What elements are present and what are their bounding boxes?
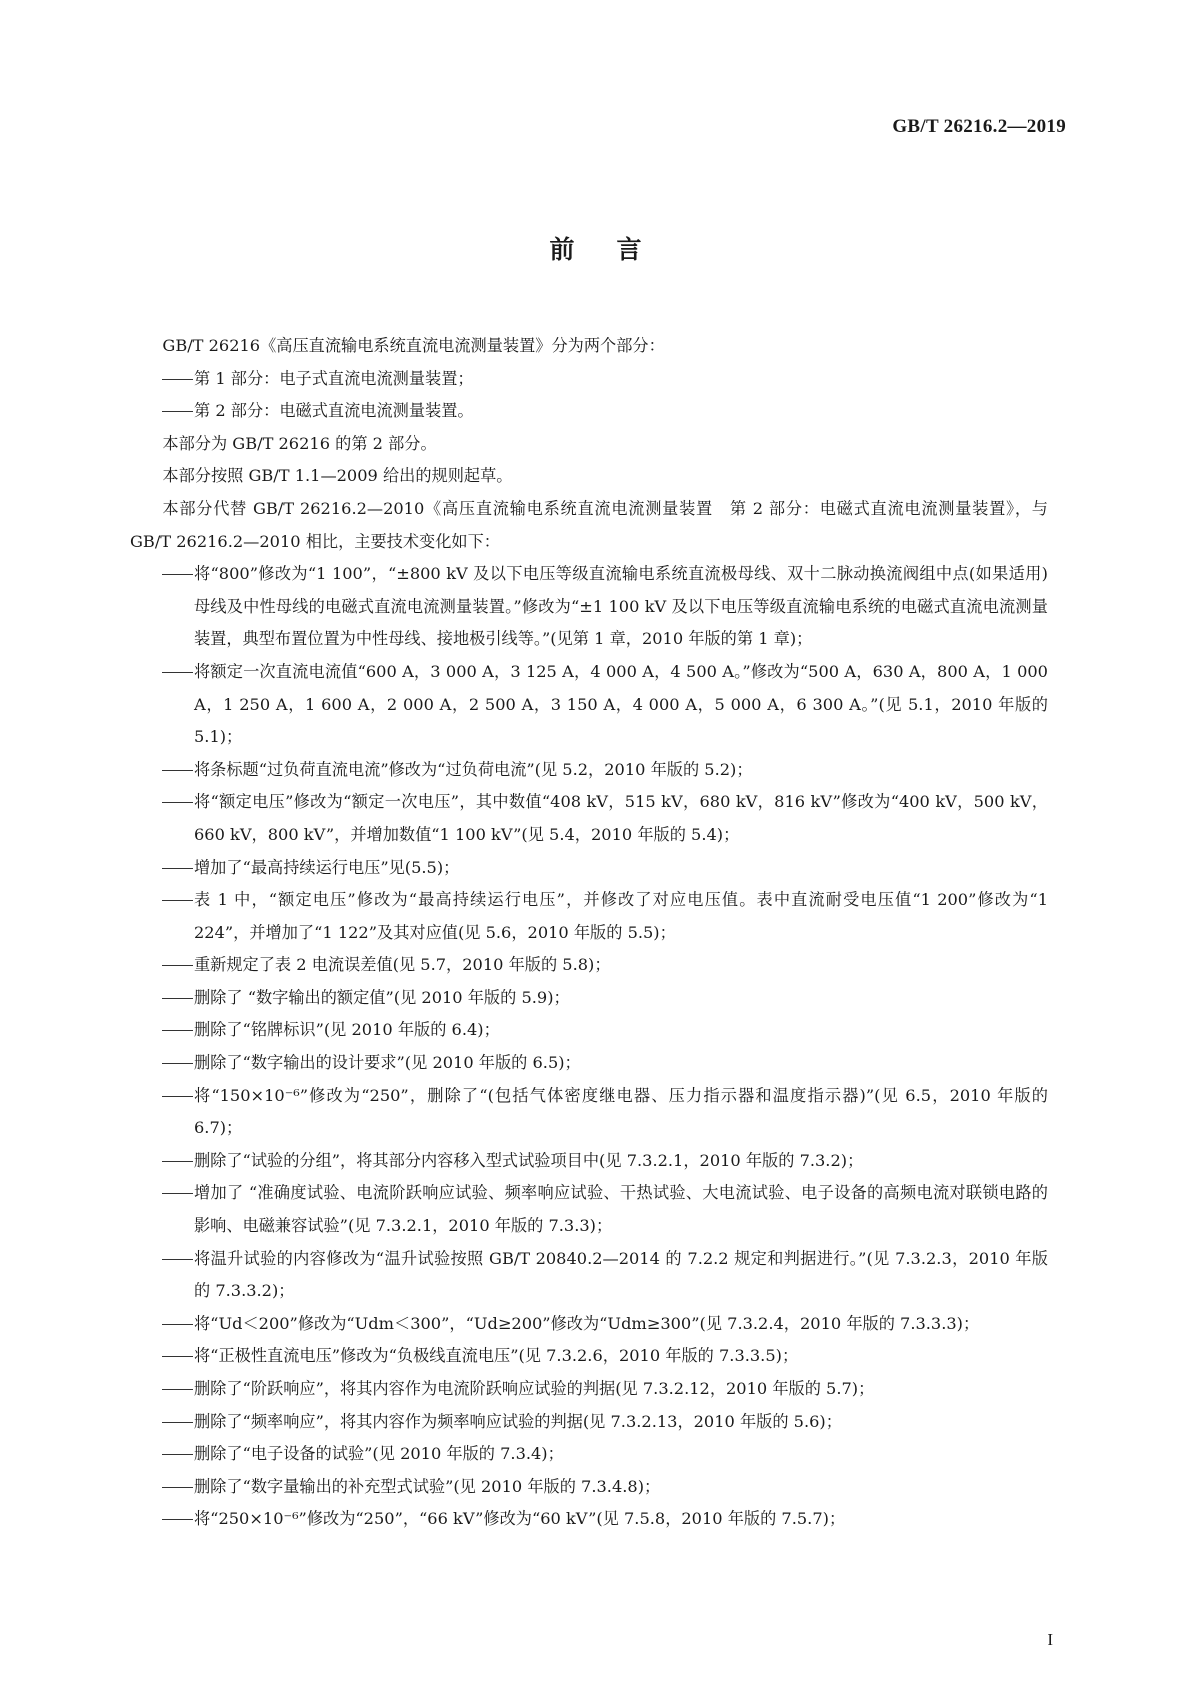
change-item: 删除了“试验的分组”，将其部分内容移入型式试验项目中(见 7.3.2.1，2010 年版的 7.3.2)； <box>194 1150 864 1170</box>
change-item: 将温升试验的内容修改为“温升试验按照 GB/T 20840.2—2014 的 7.2.2 规定和判据进行。”(见 7.3.2.3，2010 年版的 7.3.3.2)； <box>194 1248 1048 1301</box>
part-list-item: 第 2 部分：电磁式直流电流测量装置。 <box>194 401 474 421</box>
change-item: 删除了“铭牌标识”(见 2010 年版的 6.4)； <box>194 1020 500 1040</box>
page-number: I <box>1047 1630 1053 1649</box>
paragraph: 本部分为 GB/T 26216 的第 2 部分。 <box>162 433 437 453</box>
change-item: 将条标题“过负荷直流电流”修改为“过负荷电流”(见 5.2，2010 年版的 5.2)； <box>194 759 753 779</box>
foreword-body <box>130 330 1048 1536</box>
change-item: 增加了 “准确度试验、电流阶跃响应试验、频率响应试验、干热试验、大电流试验、电子设备的高频电流对联锁电路的影响、电磁兼容试验”(见 7.3.2.1，2010 年版的 7.3.3)； <box>194 1183 1048 1236</box>
change-item: 将“正极性直流电压”修改为“负极线直流电压”(见 7.3.2.6，2010 年版的 7.3.3.5)； <box>194 1346 799 1366</box>
change-item: 删除了“频率响应”，将其内容作为频率响应试验的判据(见 7.3.2.13，2010 年版的 5.6)； <box>194 1411 842 1431</box>
standard-code-header: GB/T 26216.2—2019 <box>892 116 1066 137</box>
change-item: 删除了“电子设备的试验”(见 2010 年版的 7.3.4)； <box>194 1444 564 1464</box>
paragraph: 本部分代替 GB/T 26216.2—2010《高压直流输电系统直流电流测量装置 第 2 部分：电磁式直流电流测量装置》，与 GB/T 26216.2—2010 相比，主要技术变化如下： <box>130 498 1048 551</box>
change-item: 增加了“最高持续运行电压”见(5.5)； <box>194 857 460 877</box>
title-char-1: 前 <box>549 235 575 264</box>
part-list-item: 第 1 部分：电子式直流电流测量装置； <box>194 368 474 388</box>
intro-paragraph: GB/T 26216《高压直流输电系统直流电流测量装置》分为两个部分： <box>162 336 665 355</box>
page-title <box>0 230 1191 266</box>
change-item: 将“额定电压”修改为“额定一次电压”，其中数值“408 kV，515 kV，680 kV，816 kV”修改为“400 kV，500 kV，660 kV，800 kV”，并增加数值“1 100 kV”(见 5.4，2010 年版的 5.4)； <box>194 792 1048 844</box>
change-item: 将额定一次直流电流值“600 A，3 000 A，3 125 A，4 000 A，4 500 A。”修改为“500 A，630 A，800 A，1 000 A，1 250 A，1 600 A，2 000 A，2 500 A，3 150 A，4 000 A，5 000 A，6 300 A。”(见 5.1，2010 年版的 5.1)； <box>194 661 1048 747</box>
change-item: 将“250×10⁻⁶”修改为“250”，“66 kV”修改为“60 kV”(见 7.5.8，2010 年版的 7.5.7)； <box>194 1509 846 1529</box>
change-item: 删除了“阶跃响应”，将其内容作为电流阶跃响应试验的判据(见 7.3.2.12，2010 年版的 5.7)； <box>194 1379 875 1398</box>
change-item: 删除了“数字输出的设计要求”(见 2010 年版的 6.5)； <box>194 1053 581 1073</box>
change-item: 重新规定了表 2 电流误差值(见 5.7，2010 年版的 5.8)； <box>194 955 611 975</box>
change-item: 表 1 中，“额定电压”修改为“最高持续运行电压”，并修改了对应电压值。表中直流耐受电压值“1 200”修改为“1 224”，并增加了“1 122”及其对应值(见 5.6，2010 年版的 5.5)； <box>194 890 1048 942</box>
title-char-2: 言 <box>616 235 642 264</box>
change-item: 将“150×10⁻⁶”修改为“250”，删除了“(包括气体密度继电器、压力指示器和温度指示器)”(见 6.5，2010 年版的 6.7)； <box>194 1085 1048 1138</box>
paragraph: 本部分按照 GB/T 1.1—2009 给出的规则起草。 <box>162 466 513 486</box>
change-item: 删除了 “数字输出的额定值”(见 2010 年版的 5.9)； <box>194 987 570 1007</box>
change-item: 将“800”修改为“1 100”，“±800 kV 及以下电压等级直流输电系统直流极母线、双十二脉动换流阀组中点(如果适用)母线及中性母线的电磁式直流电流测量装置。”修改为“±1 100 kV 及以下电压等级直流输电系统的电磁式直流电流测量装置，典型布置位置为中性母线、接地极引线等。”(见第 1 章，2010 年版的第 1 章)； <box>194 564 1048 649</box>
change-item: 删除了“数字量输出的补充型式试验”(见 2010 年版的 7.3.4.8)； <box>194 1476 661 1496</box>
change-item: 将“Ud＜200”修改为“Udm＜300”，“Ud≥200”修改为“Udm≥300”(见 7.3.2.4，2010 年版的 7.3.3.3)； <box>194 1313 980 1333</box>
